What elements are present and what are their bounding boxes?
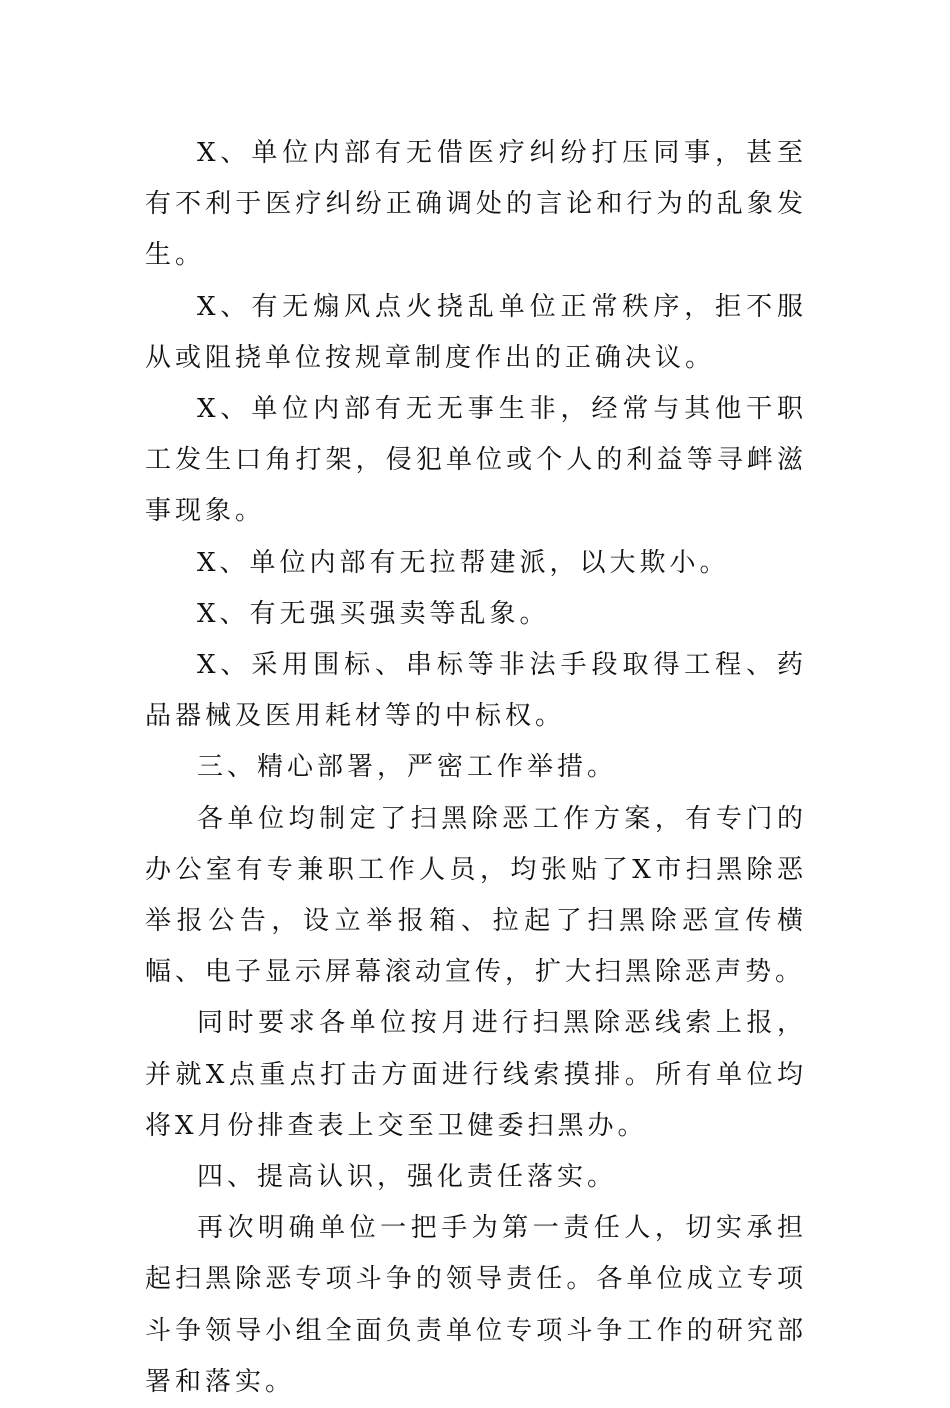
section-heading: 三、精心部署，严密工作举措。 (197, 752, 618, 783)
paragraph: 各单位均制定了扫黑除恶工作方案，有专门的办公室有专兼职工作人员，均张贴了X市扫黑除恶举报公告，设立举报箱、拉起了扫黑除恶宣传横幅、电子显示屏幕滚动宣传，扩大扫黑除恶声势。 (145, 803, 807, 988)
paragraph: X、单位内部有无拉帮建派，以大欺小。 (197, 547, 730, 578)
paragraph: X、单位内部有无借医疗纠纷打压同事，甚至有不利于医疗纠纷正确调处的言论和行为的乱象发生。 (145, 138, 807, 271)
paragraph: X、单位内部有无无事生非，经常与其他干职工发生口角打架，侵犯单位或个人的利益等寻衅滋事现象。 (145, 394, 807, 527)
paragraph: 同时要求各单位按月进行扫黑除恶线索上报，并就X点重点打击方面进行线索摸排。所有单位均将X月份排查表上交至卫健委扫黑办。 (145, 1008, 807, 1141)
paragraph: X、有无强买强卖等乱象。 (197, 598, 550, 629)
paragraph: X、采用围标、串标等非法手段取得工程、药品器械及医用耗材等的中标权。 (145, 650, 807, 732)
paragraph: 再次明确单位一把手为第一责任人，切实承担起扫黑除恶专项斗争的领导责任。各单位成立专项斗争领导小组全面负责单位专项斗争工作的研究部署和落实。 (145, 1213, 807, 1397)
paragraph: X、有无煽风点火挠乱单位正常秩序，拒不服从或阻挠单位按规章制度作出的正确决议。 (145, 291, 807, 373)
document-body (145, 128, 807, 1408)
section-heading: 四、提高认识，强化责任落实。 (197, 1162, 618, 1193)
